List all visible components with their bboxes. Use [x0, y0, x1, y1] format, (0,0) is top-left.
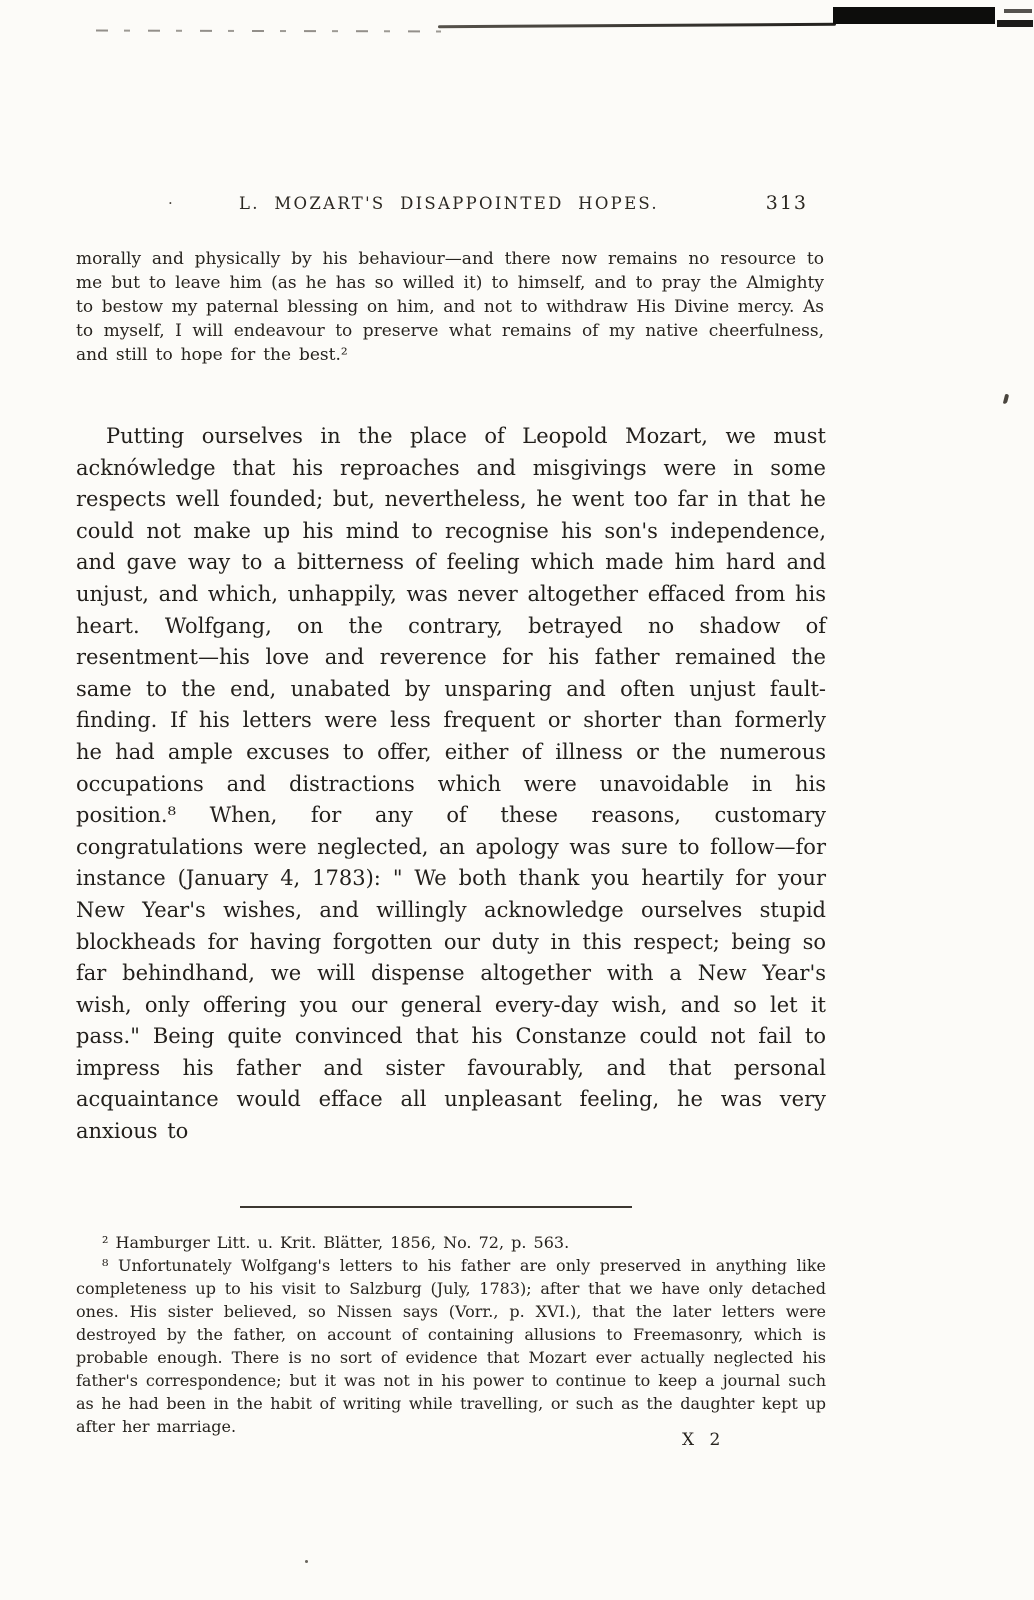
- scan-artifact-dashed-line: [96, 30, 441, 33]
- block-quote: [76, 247, 824, 367]
- page-number: 313: [765, 192, 808, 214]
- scan-artifact-margin-mark: [1003, 394, 1009, 405]
- footnote-1: ² Hamburger Litt. u. Krit. Blätter, 1856, No. 72, p. 563.: [102, 1233, 570, 1252]
- scan-artifact-black-bar: [833, 7, 995, 24]
- header-margin-dot: ·: [168, 194, 173, 212]
- scan-artifact-corner-mark: [997, 20, 1033, 27]
- footnote-divider: [240, 1206, 632, 1208]
- running-title: L. MOZART'S DISAPPOINTED HOPES.: [239, 194, 659, 213]
- quote-text: morally and physically by his behaviour—and there now remains no resource to me but to leave him (as he has so willed it) to himself, and to pray the Almighty to bestow my paternal blessing on him, and not to withdraw His Divine mercy. As to myself, I will endeavour to preserve what remains of my native cheerfulness, and still to hope for the best.²: [76, 249, 824, 365]
- footnotes: [76, 1231, 826, 1438]
- body-paragraph: Putting ourselves in the place of Leopold Mozart, we must acknówledge that his reproaches and misgivings were in some respects well founded; but, nevertheless, he went too far in that he could not make up his mind to recognise his son's independence, and gave way to a bitterness of feeling which made him hard and unjust, and which, unhappily, was never altogether effaced from his heart. Wolfgang, on the contrary, betrayed no shadow of resentment—his love and reverence for his father remained the same to the end, unabated by unsparing and often unjust fault-finding. If his letters were less frequent or shorter than formerly he had ample excuses to offer, either of illness or the numerous occupations and distractions which were unavoidable in his position.⁸ When, for any of these reasons, customary congratulations were neglected, an apology was sure to follow—for instance (January 4, 1783): " We both thank you heartily for your New Year's wishes, and willingly acknowledge ourselves stupid blockheads for having forgotten our duty in this respect; being so far behindhand, we will dispense altogether with a New Year's wish, only offering you our general every-day wish, and so let it pass." Being quite convinced that his Constanze could not fail to impress his father and sister favourably, and that personal acquaintance would efface all unpleasant feeling, he was very anxious to: [76, 424, 826, 1144]
- footnote-2: ⁸ Unfortunately Wolfgang's letters to his father are only preserved in anything like completeness up to his visit to Salzburg (July, 1783); after that we have only detached ones. His sister believed, so Nissen says (Vorr., p. XVI.), that the later letters were destroyed by the father, on account of containing allusions to Freemasonry, which is probable enough. There is no sort of evidence that Mozart ever actually neglected his father's correspondence; but it was not in his power to continue to keep a journal such as he had been in the habit of writing while travelling, or such as the daughter kept up after her marriage.: [76, 1256, 826, 1436]
- main-text: [76, 421, 826, 1148]
- page-header: [76, 194, 822, 222]
- signature-mark: X 2: [682, 1430, 726, 1450]
- scan-artifact-solid-line: [438, 23, 836, 28]
- scan-artifact-corner-mark-2: [1004, 9, 1032, 13]
- scan-artifact-bottom-dot: [305, 1560, 308, 1563]
